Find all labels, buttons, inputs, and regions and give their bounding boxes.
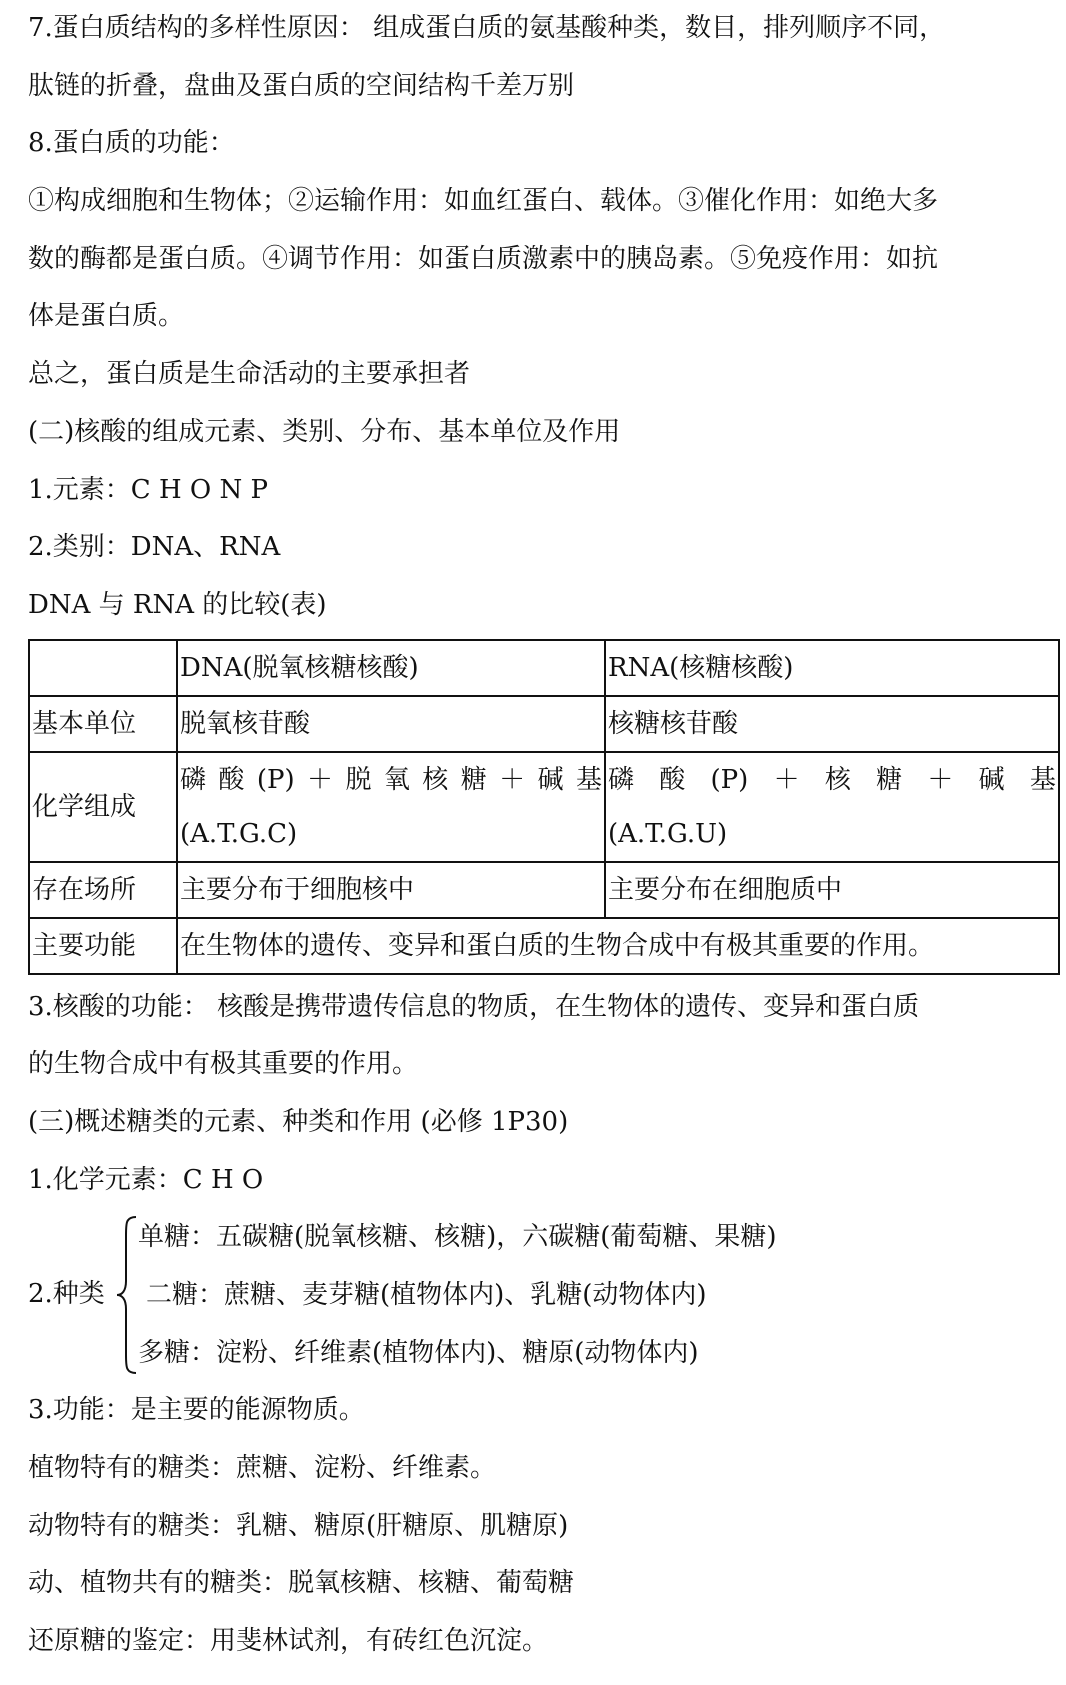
paragraph-line: 的生物合成中有极其重要的作用。 <box>28 1049 419 1080</box>
table-header-cell: DNA(脱氧核糖核酸) <box>177 640 605 696</box>
paragraph-line: 1.化学元素：C H O <box>28 1164 264 1195</box>
table-row <box>29 696 1059 752</box>
word: ＋ <box>499 764 526 795</box>
word: 基 <box>575 764 602 795</box>
word: 磷 <box>180 764 207 795</box>
paragraph-line: 植物特有的糖类：蔗糖、淀粉、纤维素。 <box>28 1453 497 1483</box>
sugar-types-label: 2.种类 <box>28 1279 105 1310</box>
word: ＋ <box>773 764 800 795</box>
paragraph-line: 还原糖的鉴定：用斐林试剂，有砖红色沉淀。 <box>28 1626 549 1657</box>
table-header-row <box>29 640 1059 696</box>
table-header-cell <box>29 640 177 696</box>
paragraph-line: 数的酶都是蛋白质。④调节作用：如蛋白质激素中的胰岛素。⑤免疫作用：如抗 <box>28 243 939 274</box>
section-heading: 8.蛋白质的功能： <box>28 128 235 159</box>
list-item: 多糖：淀粉、纤维素(植物体内)、糖原(动物体内) <box>138 1337 699 1368</box>
word: 碱 <box>537 764 564 795</box>
word: 脱 <box>345 764 372 795</box>
word: 核 <box>824 764 851 795</box>
row-label: 化学组成 <box>29 752 177 862</box>
paragraph-line: 1.元素：C H O N P <box>28 474 268 505</box>
word: 糖 <box>876 764 903 795</box>
paragraph-line: 7.蛋白质结构的多样性原因： 组成蛋白质的氨基酸种类，数目，排列顺序不同， <box>28 13 946 43</box>
paragraph-line: 动、植物共有的糖类：脱氧核糖、核糖、葡萄糖 <box>28 1568 575 1599</box>
justified-line <box>608 753 1056 807</box>
justified-line <box>180 753 602 807</box>
sugar-types-list <box>138 1209 777 1382</box>
word: (P) <box>256 764 295 795</box>
base-list: (A.T.G.U) <box>608 818 728 849</box>
paragraph-line: 3.核酸的功能： 核酸是携带遗传信息的物质，在生物体的遗传、变异和蛋白质 <box>28 991 920 1022</box>
word: 氧 <box>383 764 410 795</box>
list-item: 单糖：五碳糖(脱氧核糖、核糖)，六碳糖(葡萄糖、果糖) <box>138 1222 777 1253</box>
list-item: 二糖：蔗糖、麦芽糖(植物体内)、乳糖(动物体内) <box>146 1280 707 1310</box>
left-brace-icon <box>116 1215 138 1375</box>
word: 酸 <box>659 764 686 795</box>
paragraph-line: 2.类别：DNA、RNA <box>28 532 281 563</box>
table-header-cell: RNA(核糖核酸) <box>605 640 1059 696</box>
comparison-table-wrap <box>28 639 1058 975</box>
base-list: (A.T.G.C) <box>180 818 298 849</box>
table-cell <box>177 752 605 862</box>
table-cell: 脱氧核苷酸 <box>177 696 605 752</box>
paragraph-line: 3.功能：是主要的能源物质。 <box>28 1395 365 1426</box>
table-row <box>29 752 1059 862</box>
section-heading: (三)概述糖类的元素、种类和作用 (必修 1P30) <box>28 1106 569 1137</box>
merged-cell: 在生物体的遗传、变异和蛋白质的生物合成中有极其重要的作用。 <box>177 918 1059 974</box>
table-row <box>29 918 1059 974</box>
paragraph-line: ①构成细胞和生物体；②运输作用：如血红蛋白、载体。③催化作用：如绝大多 <box>28 186 939 217</box>
word: 糖 <box>460 764 487 795</box>
document-page <box>28 0 1058 1671</box>
dna-rna-comparison-table <box>28 639 1060 975</box>
section-heading: (二)核酸的组成元素、类别、分布、基本单位及作用 <box>28 416 621 447</box>
table-caption: DNA 与 RNA 的比较(表) <box>28 589 327 620</box>
paragraph-line: 肽链的折叠，盘曲及蛋白质的空间结构千差万别 <box>28 70 575 101</box>
word: ＋ <box>307 764 334 795</box>
table-cell <box>605 752 1059 862</box>
row-label: 基本单位 <box>29 696 177 752</box>
word: 酸 <box>218 764 245 795</box>
word: 核 <box>422 764 449 795</box>
row-label: 存在场所 <box>29 862 177 918</box>
word: 磷 <box>608 764 635 795</box>
table-row <box>29 862 1059 918</box>
word: ＋ <box>927 764 954 795</box>
word: 碱 <box>978 764 1005 795</box>
table-cell: 主要分布于细胞核中 <box>177 862 605 918</box>
sugar-types-block <box>28 1209 1058 1382</box>
paragraph-line: 动物特有的糖类：乳糖、糖原(肝糖原、肌糖原) <box>28 1510 569 1541</box>
paragraph-line: 体是蛋白质。 <box>28 301 185 332</box>
table-cell: 主要分布在细胞质中 <box>605 862 1059 918</box>
word: 基 <box>1029 764 1056 795</box>
word: (P) <box>710 764 749 795</box>
row-label: 主要功能 <box>29 918 177 974</box>
paragraph-line: 总之，蛋白质是生命活动的主要承担者 <box>28 359 471 390</box>
table-cell: 核糖核苷酸 <box>605 696 1059 752</box>
